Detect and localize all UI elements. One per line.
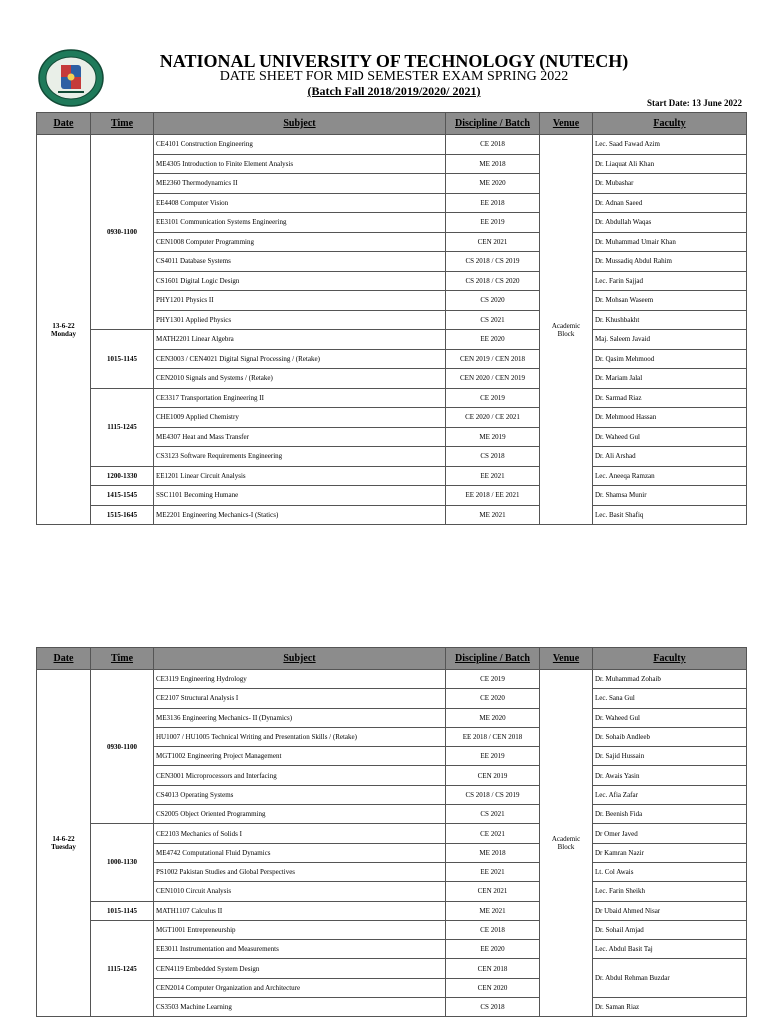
col-venue-header: Venue bbox=[540, 648, 593, 670]
time-cell: 0930-1100 bbox=[91, 135, 154, 330]
batch-cell: EE 2018 / CEN 2018 bbox=[446, 727, 540, 746]
exam-date: 14-6-22 bbox=[52, 835, 75, 844]
batch-cell: CS 2021 bbox=[446, 310, 540, 330]
batch-cell: EE 2020 bbox=[446, 330, 540, 350]
subject-cell: CEN2010 Signals and Systems / (Retake) bbox=[154, 369, 446, 389]
faculty-cell: Lec. Sana Gul bbox=[593, 689, 747, 708]
faculty-cell: Dr. Khushbakht bbox=[593, 310, 747, 330]
time-cell: 1415-1545 bbox=[91, 486, 154, 506]
subject-cell: ME4307 Heat and Mass Transfer bbox=[154, 427, 446, 447]
col-subject-header: Subject bbox=[154, 113, 446, 135]
faculty-cell: Dr. Muhammad Umair Khan bbox=[593, 232, 747, 252]
faculty-cell: Dr. Sajid Hussain bbox=[593, 747, 747, 766]
batch-cell: CS 2018 / CS 2019 bbox=[446, 252, 540, 272]
faculty-cell: Dr. Mehmood Hassan bbox=[593, 408, 747, 428]
faculty-cell: Dr. Adnan Saeed bbox=[593, 193, 747, 213]
faculty-cell: Lt. Col Awais bbox=[593, 862, 747, 881]
batch-cell: ME 2021 bbox=[446, 901, 540, 920]
faculty-cell: Lec. Afia Zafar bbox=[593, 785, 747, 804]
time-cell: 1015-1145 bbox=[91, 330, 154, 389]
faculty-cell: Dr. Sohaib Andleeb bbox=[593, 727, 747, 746]
col-date-header: Date bbox=[37, 648, 91, 670]
subject-cell: CEN3001 Microprocessors and Interfacing bbox=[154, 766, 446, 785]
faculty-cell: Lec. Farin Sheikh bbox=[593, 882, 747, 901]
subject-cell: CS3503 Machine Learning bbox=[154, 998, 446, 1017]
faculty-cell: Dr Ubaid Ahmed Nisar bbox=[593, 901, 747, 920]
subject-cell: CE3317 Transportation Engineering II bbox=[154, 388, 446, 408]
faculty-cell: Dr. Saman Riaz bbox=[593, 998, 747, 1017]
time-cell: 0930-1100 bbox=[91, 670, 154, 824]
faculty-cell: Dr. Sarmad Riaz bbox=[593, 388, 747, 408]
subject-cell: HU1007 / HU1005 Technical Writing and Presentation Skills / (Retake) bbox=[154, 727, 446, 746]
subject-cell: CEN3003 / CEN4021 Digital Signal Processing / (Retake) bbox=[154, 349, 446, 369]
start-date: Start Date: 13 June 2022 bbox=[647, 98, 742, 108]
time-cell: 1115-1245 bbox=[91, 920, 154, 1016]
faculty-cell: Dr Kamran Nazir bbox=[593, 843, 747, 862]
table-row bbox=[37, 330, 747, 350]
subject-cell: CS2005 Object Oriented Programming bbox=[154, 805, 446, 824]
faculty-cell: Dr. Waheed Gul bbox=[593, 708, 747, 727]
batch-cell: ME 2020 bbox=[446, 708, 540, 727]
col-faculty-header: Faculty bbox=[593, 648, 747, 670]
subject-cell: CEN1008 Computer Programming bbox=[154, 232, 446, 252]
subject-cell: CE2107 Structural Analysis I bbox=[154, 689, 446, 708]
batch-cell: CEN 2019 / CEN 2018 bbox=[446, 349, 540, 369]
batch-cell: CE 2020 bbox=[446, 689, 540, 708]
col-date-header: Date bbox=[37, 113, 91, 135]
faculty-cell: Dr. Muhammad Zohaib bbox=[593, 670, 747, 689]
faculty-cell: Dr. Liaquat Ali Khan bbox=[593, 154, 747, 174]
table-row bbox=[37, 486, 747, 506]
subject-cell: CS1601 Digital Logic Design bbox=[154, 271, 446, 291]
subject-cell: EE4408 Computer Vision bbox=[154, 193, 446, 213]
subject-cell: ME2201 Engineering Mechanics-I (Statics) bbox=[154, 505, 446, 525]
batch-cell: CS 2018 / CS 2020 bbox=[446, 271, 540, 291]
faculty-cell: Lec. Saad Fawad Azim bbox=[593, 135, 747, 155]
subject-cell: PHY1201 Physics II bbox=[154, 291, 446, 311]
subject-cell: SSC1101 Becoming Humane bbox=[154, 486, 446, 506]
subject-cell: CHE1009 Applied Chemistry bbox=[154, 408, 446, 428]
subject-cell: ME2360 Thermodynamics II bbox=[154, 174, 446, 194]
col-batch-header: Discipline / Batch bbox=[446, 113, 540, 135]
col-time-header: Time bbox=[91, 648, 154, 670]
table-header-row bbox=[37, 648, 747, 670]
batch-cell: ME 2018 bbox=[446, 843, 540, 862]
subject-cell: EE1201 Linear Circuit Analysis bbox=[154, 466, 446, 486]
subject-cell: CE4101 Construction Engineering bbox=[154, 135, 446, 155]
batch-cell: EE 2021 bbox=[446, 466, 540, 486]
faculty-cell: Dr. Abdullah Waqas bbox=[593, 213, 747, 233]
batch-cell: ME 2019 bbox=[446, 427, 540, 447]
time-cell: 1515-1645 bbox=[91, 505, 154, 525]
subject-cell: CS3123 Software Requirements Engineering bbox=[154, 447, 446, 467]
faculty-cell: Dr. Mariam Jalal bbox=[593, 369, 747, 389]
faculty-cell: Dr. Abdul Rehman Buzdar bbox=[593, 959, 747, 998]
subject-cell: PS1002 Pakistan Studies and Global Perspectives bbox=[154, 862, 446, 881]
faculty-cell: Dr Omer Javed bbox=[593, 824, 747, 843]
date-cell bbox=[37, 135, 91, 525]
subject-cell: CS4011 Database Systems bbox=[154, 252, 446, 272]
faculty-cell: Lec. Abdul Basit Taj bbox=[593, 940, 747, 959]
batch-cell: EE 2019 bbox=[446, 213, 540, 233]
batch-cell: EE 2020 bbox=[446, 940, 540, 959]
table-row bbox=[37, 135, 747, 155]
faculty-cell: Dr. Shamsa Munir bbox=[593, 486, 747, 506]
venue-line: Academic bbox=[551, 835, 581, 844]
batch-info: (Batch Fall 2018/2019/2020/ 2021) bbox=[307, 84, 481, 98]
batch-cell: CS 2020 bbox=[446, 291, 540, 311]
table-row bbox=[37, 901, 747, 920]
batch-cell: CE 2021 bbox=[446, 824, 540, 843]
batch-cell: ME 2021 bbox=[446, 505, 540, 525]
exam-day: Monday bbox=[51, 329, 76, 338]
faculty-cell: Dr. Sohail Amjad bbox=[593, 920, 747, 939]
batch-cell: EE 2019 bbox=[446, 747, 540, 766]
venue-cell bbox=[540, 135, 593, 525]
faculty-cell: Lec. Basit Shafiq bbox=[593, 505, 747, 525]
subject-cell: ME4742 Computational Fluid Dynamics bbox=[154, 843, 446, 862]
subject-cell: MATH2201 Linear Algebra bbox=[154, 330, 446, 350]
venue-line: Block bbox=[557, 329, 575, 338]
time-cell: 1000-1130 bbox=[91, 824, 154, 901]
time-cell: 1200-1330 bbox=[91, 466, 154, 486]
subject-cell: EE3011 Instrumentation and Measurements bbox=[154, 940, 446, 959]
exam-date: 13-6-22 bbox=[52, 321, 75, 330]
subject-cell: CE2103 Mechanics of Solids I bbox=[154, 824, 446, 843]
batch-cell: CS 2018 bbox=[446, 447, 540, 467]
col-faculty-header: Faculty bbox=[593, 113, 747, 135]
batch-cell: CE 2018 bbox=[446, 920, 540, 939]
table-row bbox=[37, 920, 747, 939]
table-header-row bbox=[37, 113, 747, 135]
batch-cell: EE 2021 bbox=[446, 862, 540, 881]
faculty-cell: Lec. Aneeqa Ramzan bbox=[593, 466, 747, 486]
faculty-cell: Dr. Qasim Mehmood bbox=[593, 349, 747, 369]
batch-cell: CEN 2020 / CEN 2019 bbox=[446, 369, 540, 389]
batch-cell: CE 2019 bbox=[446, 670, 540, 689]
col-batch-header: Discipline / Batch bbox=[446, 648, 540, 670]
exam-day: Tuesday bbox=[51, 843, 76, 852]
datesheet-table-day2 bbox=[36, 647, 747, 1017]
subject-cell: MATH1107 Calculus II bbox=[154, 901, 446, 920]
faculty-cell: Lec. Farin Sajjad bbox=[593, 271, 747, 291]
batch-cell: CEN 2018 bbox=[446, 959, 540, 978]
batch-cell: CEN 2019 bbox=[446, 766, 540, 785]
faculty-cell: Dr. Waheed Gul bbox=[593, 427, 747, 447]
batch-cell: CE 2020 / CE 2021 bbox=[446, 408, 540, 428]
faculty-cell: Dr. Ali Arshad bbox=[593, 447, 747, 467]
col-subject-header: Subject bbox=[154, 648, 446, 670]
faculty-cell: Dr. Mohsan Waseem bbox=[593, 291, 747, 311]
time-cell: 1115-1245 bbox=[91, 388, 154, 466]
subject-cell: CE3119 Engineering Hydrology bbox=[154, 670, 446, 689]
subject-cell: CEN1010 Circuit Analysis bbox=[154, 882, 446, 901]
datesheet-table-day1 bbox=[36, 112, 747, 525]
document-title: DATE SHEET FOR MID SEMESTER EXAM SPRING 2022 bbox=[219, 69, 569, 84]
subject-cell: CS4013 Operating Systems bbox=[154, 785, 446, 804]
subject-cell: CEN2014 Computer Organization and Architecture bbox=[154, 978, 446, 997]
faculty-cell: Dr. Mussadiq Abdul Rahim bbox=[593, 252, 747, 272]
subject-cell: MGT1002 Engineering Project Management bbox=[154, 747, 446, 766]
venue-line: Academic bbox=[551, 321, 581, 330]
time-cell: 1015-1145 bbox=[91, 901, 154, 920]
batch-cell: ME 2020 bbox=[446, 174, 540, 194]
faculty-cell: Dr. Beenish Fida bbox=[593, 805, 747, 824]
university-name: NATIONAL UNIVERSITY OF TECHNOLOGY (NUTECH) bbox=[159, 51, 629, 71]
venue-line: Block bbox=[557, 843, 575, 852]
batch-cell: CS 2018 / CS 2019 bbox=[446, 785, 540, 804]
batch-cell: CEN 2020 bbox=[446, 978, 540, 997]
table-row bbox=[37, 388, 747, 408]
subject-cell: ME3136 Engineering Mechanics- II (Dynamics) bbox=[154, 708, 446, 727]
subject-cell: EE3101 Communication Systems Engineering bbox=[154, 213, 446, 233]
faculty-cell: Maj. Saleem Javaid bbox=[593, 330, 747, 350]
batch-cell: CEN 2021 bbox=[446, 232, 540, 252]
faculty-cell: Dr. Awais Yasin bbox=[593, 766, 747, 785]
batch-cell: CE 2018 bbox=[446, 135, 540, 155]
table-row bbox=[37, 824, 747, 843]
batch-cell: CE 2019 bbox=[446, 388, 540, 408]
subject-cell: PHY1301 Applied Physics bbox=[154, 310, 446, 330]
batch-cell: CS 2018 bbox=[446, 998, 540, 1017]
table-row bbox=[37, 670, 747, 689]
date-cell bbox=[37, 670, 91, 1017]
batch-cell: EE 2018 / EE 2021 bbox=[446, 486, 540, 506]
faculty-cell: Dr. Mubashar bbox=[593, 174, 747, 194]
venue-cell bbox=[540, 670, 593, 1017]
table-row bbox=[37, 466, 747, 486]
batch-cell: CS 2021 bbox=[446, 805, 540, 824]
col-time-header: Time bbox=[91, 113, 154, 135]
subject-cell: ME4305 Introduction to Finite Element Analysis bbox=[154, 154, 446, 174]
subject-cell: MGT1001 Entrepreneurship bbox=[154, 920, 446, 939]
batch-cell: EE 2018 bbox=[446, 193, 540, 213]
table-row bbox=[37, 505, 747, 525]
subject-cell: CEN4119 Embedded System Design bbox=[154, 959, 446, 978]
col-venue-header: Venue bbox=[540, 113, 593, 135]
batch-cell: CEN 2021 bbox=[446, 882, 540, 901]
batch-cell: ME 2018 bbox=[446, 154, 540, 174]
